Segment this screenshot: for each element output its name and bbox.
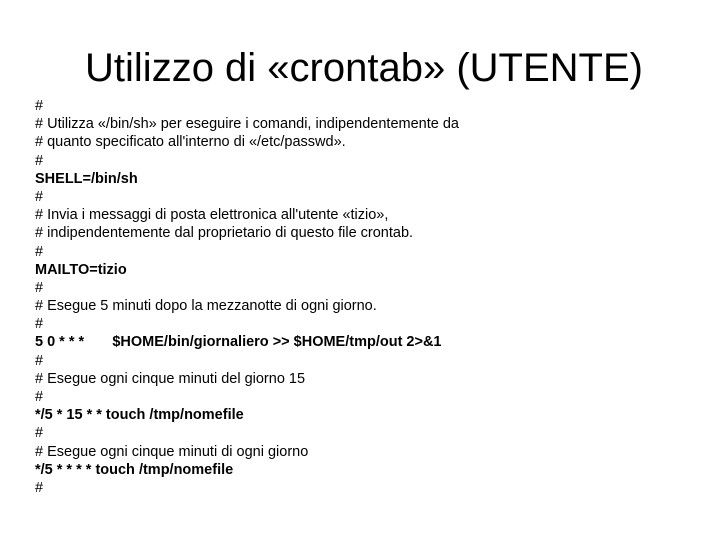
- crontab-line: MAILTO=tizio: [35, 261, 127, 278]
- crontab-line: # Esegue ogni cinque minuti di ogni giorno: [35, 443, 309, 460]
- crontab-line: */5 * * * * touch /tmp/nomefile: [35, 461, 234, 478]
- crontab-line: # quanto specificato all'interno di «/etc/passwd».: [35, 134, 346, 151]
- crontab-line: #: [35, 479, 44, 496]
- crontab-line: # Invia i messaggi di posta elettronica all'utente «tizio»,: [35, 207, 389, 224]
- crontab-line: #: [35, 352, 44, 369]
- crontab-line: SHELL=/bin/sh: [35, 170, 138, 187]
- crontab-line: 5 0 * * * $HOME/bin/giornaliero >> $HOME/tmp/out 2>&1: [35, 334, 442, 351]
- crontab-line: # Utilizza «/bin/sh» per eseguire i comandi, indipendentemente da: [35, 116, 459, 133]
- crontab-line: # Esegue 5 minuti dopo la mezzanotte di ogni giorno.: [35, 298, 377, 315]
- crontab-line: */5 * 15 * * touch /tmp/nomefile: [35, 407, 244, 424]
- slide-title: Utilizzo di «crontab» (UTENTE): [85, 46, 643, 90]
- crontab-line: #: [35, 98, 44, 114]
- crontab-line: # Esegue ogni cinque minuti del giorno 15: [35, 370, 306, 387]
- crontab-line: #: [35, 152, 44, 169]
- crontab-line: #: [35, 243, 44, 260]
- crontab-line: #: [35, 316, 44, 333]
- crontab-line: #: [35, 188, 44, 205]
- crontab-line: #: [35, 425, 44, 442]
- crontab-listing: [35, 97, 715, 497]
- crontab-line: # indipendentemente dal proprietario di questo file crontab.: [35, 225, 414, 242]
- crontab-line: #: [35, 279, 44, 296]
- crontab-line: #: [35, 389, 44, 405]
